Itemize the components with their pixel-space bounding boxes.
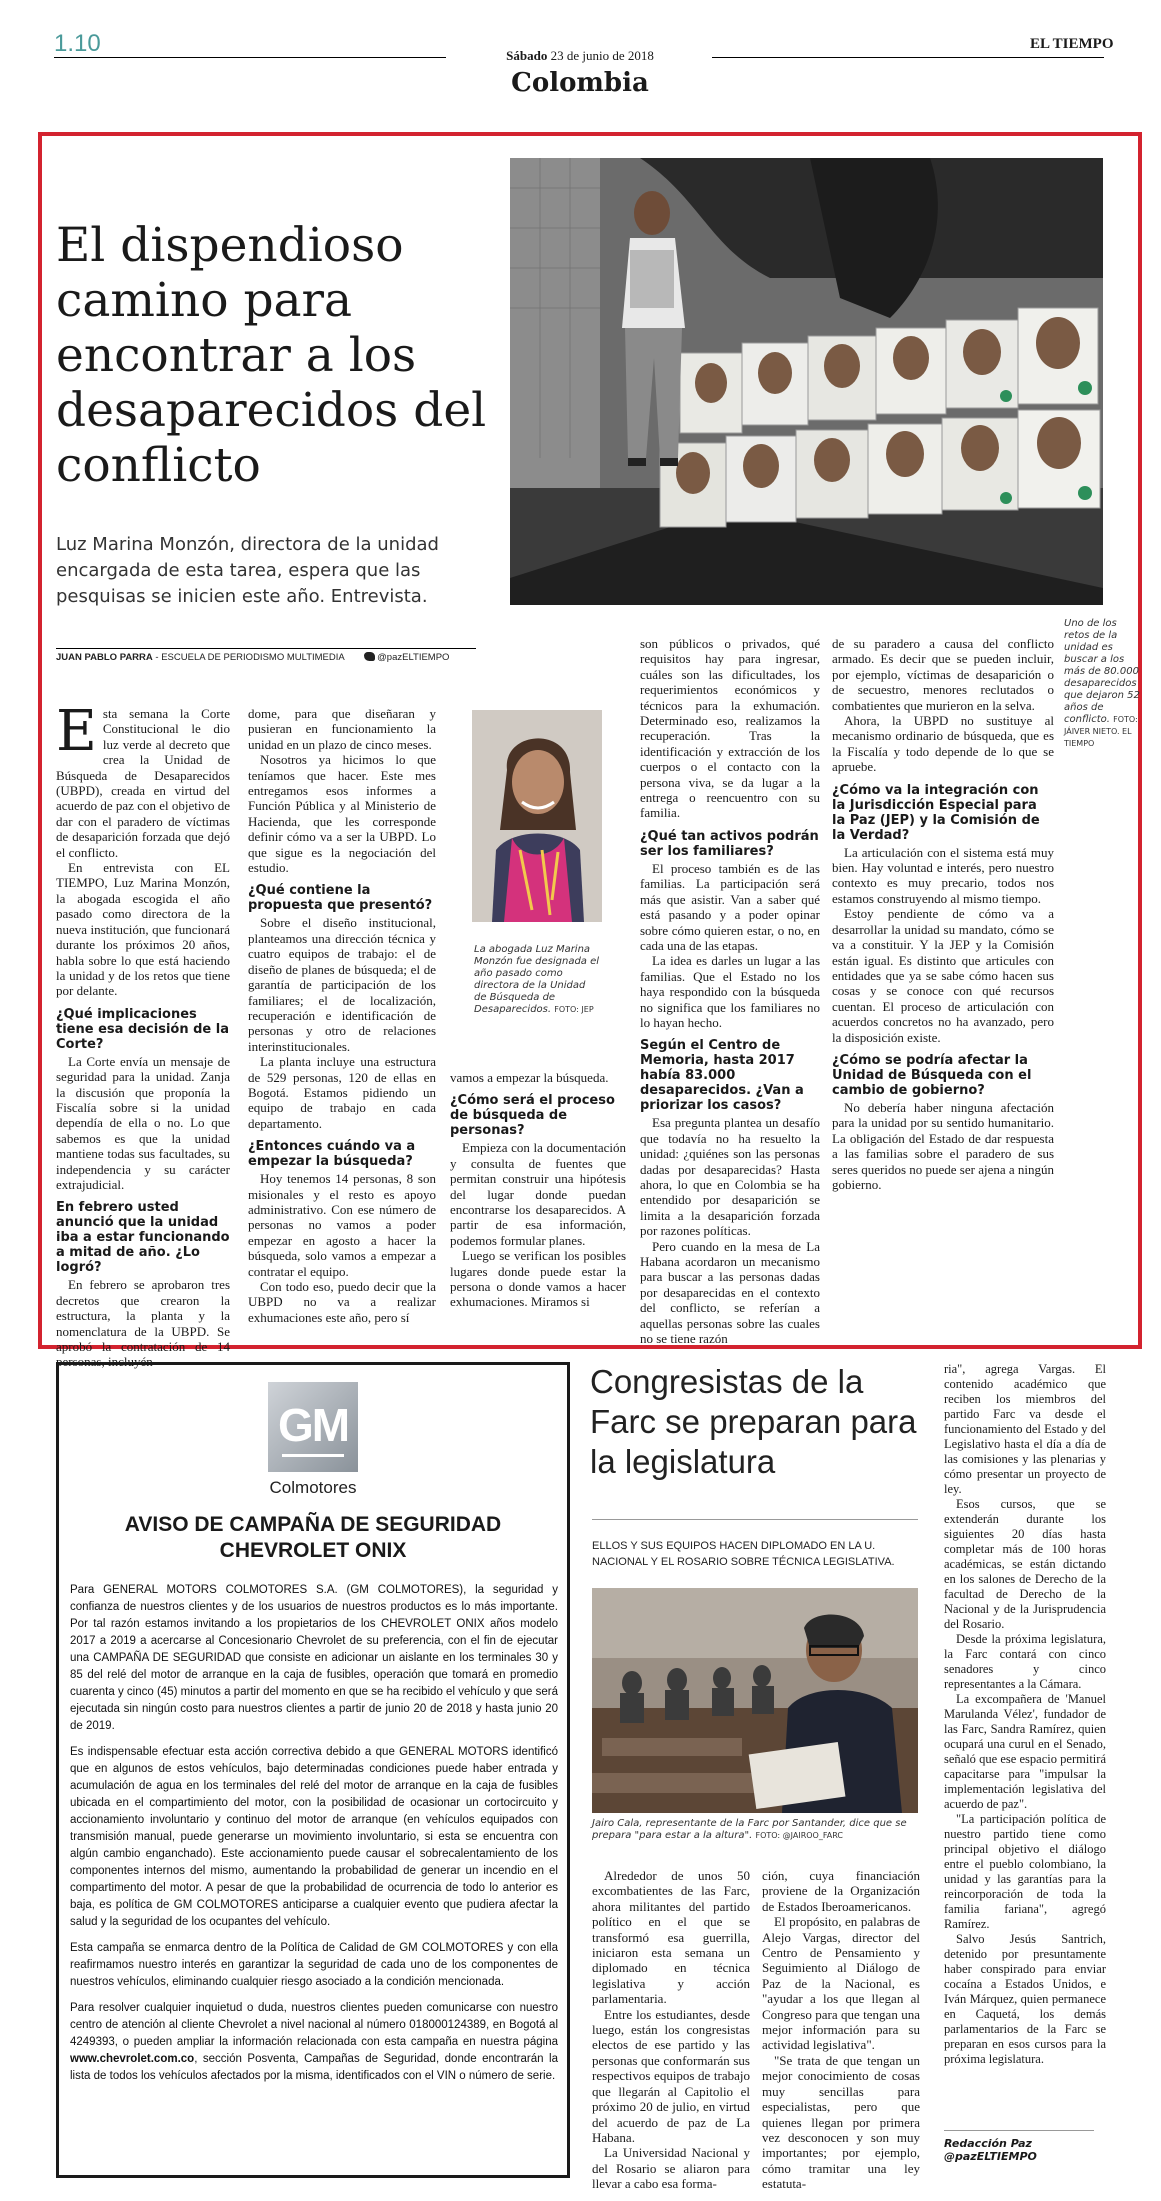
main-column-5 [832, 636, 1054, 1192]
second-photo-caption [592, 1818, 932, 1842]
byline-affiliation: - ESCUELA DE PERIODISMO MULTIMEDIA [152, 652, 345, 663]
main-paragraph: La Corte envía un mensaje de seguridad para la unidad. Zanja la discusión que proponía la Fiscalía sobre si la unidad dependía de ella o no. Lo que sabemos es que la unidad mantiene todas sus facultades, su independencia y su carácter extrajudicial. [56, 1053, 230, 1192]
ad-paragraph: Esta campaña se enmarca dentro de la Política de Calidad de GM COLMOTORES y con ella reafirmamos nuestro interés en garantizar la seguridad de cada uno de los componentes de nuestros vehículos, eliminando cualquier riesgo asociado a la condición mencionada. [70, 1942, 558, 1988]
main-paragraph: El proceso también es de las familias. La participación será más que asistir. Van a saber qué está pasando y a poder opinar sobre cómo quieren estar, o no, en cada una de las etapas. [640, 860, 820, 953]
second-photo-caption-text: Jairo Cala, representante de la Farc por Santander, dice que se prepara "para estar a la altura". [592, 1818, 907, 1841]
ad-contact-text: Para resolver cualquier inquietud o duda, nuestros clientes pueden comunicarse con nuestro centro de atención al cliente Chevrolet a nivel nacional al número 018000124389, en Bogotá al 4249393, o pueden ampliar la información relacionada con esta campaña en nuestra página [70, 2002, 558, 2048]
main-paragraph: vamos a empezar la búsqueda. [450, 1070, 609, 1085]
second-column-3 [944, 1362, 1106, 2067]
second-column-1 [592, 1868, 750, 2192]
interview-question: Según el Centro de Memoria, hasta 2017 había 83.000 desaparecidos. ¿Van a priorizar los casos? [640, 1038, 804, 1114]
signature-desk: Redacción Paz [944, 2137, 1032, 2150]
issue-date-day: Sábado [506, 48, 548, 63]
main-paragraph: No debería haber ninguna afectación para la unidad por su sentido humanitario. La obligación del Estado de dar respuesta a las familias sobre el paradero de sus seres queridos no puede ser ajena a ningún gobierno. [832, 1099, 1055, 1192]
interview-question: ¿Qué contiene la propuesta que presentó? [248, 883, 433, 914]
main-paragraph: de su paradero a causa del conflicto armado. Es decir que se pueden incluir, por ejemplo, víctimas de desaparición o de secuestro, menores reclutados o combatientes que murieron en la selva. [832, 636, 1054, 713]
second-column-2 [762, 1868, 920, 2192]
signature-handle[interactable]: @pazELTIEMPO [944, 2150, 1037, 2163]
main-column-2 [248, 706, 436, 1325]
interview-question: ¿Cómo será el proceso de búsqueda de personas? [450, 1093, 615, 1139]
main-paragraph: La articulación con el sistema está muy bien. Hay voluntad e interés, pero nuestro contexto es muy precario, todos nos estamos construyendo al mismo tiempo. [832, 844, 1054, 906]
second-paragraph: Desde la próxima legislatura, la Farc contará con cinco senadores y cinco representantes a la Cámara. [944, 1632, 1106, 1691]
main-paragraph: La planta incluye una estructura de 529 personas, 120 de ellas en Bogotá. Estamos pidiendo un equipo de trabajo en cada departamento. [248, 1054, 436, 1131]
ad-brand: Colmotores [269, 1478, 357, 1497]
second-deck: ELLOS Y SUS EQUIPOS HACEN DIPLOMADO EN LA U. NACIONAL Y EL ROSARIO SOBRE TÉCNICA LEGISLATIVA. [592, 1540, 895, 1568]
second-paragraph: Salvo Jesús Santrich, detenido por presuntamente haber conspirado para enviar cocaína a Estados Unidos, e Iván Márquez, quien permanece en Caquetá, los demás parlamentarios de la Farc se preparan en esos cursos para la próxima legislatura. [944, 1932, 1106, 2066]
main-photo [510, 158, 1103, 605]
main-column-3 [450, 1070, 626, 1310]
page-number: 1.10 [54, 30, 101, 57]
second-paragraph: Entre los estudiantes, desde luego, están los congresistas electos de ese partido y las personas que conformarán sus respectivos equipos de trabajo que llegarán al Capitolio el próximo 20 de julio, en virtud del acuerdo de paz de La Habana. [592, 2006, 750, 2145]
main-paragraph: dome, para que diseñaran y pusieran en funcionamiento la unidad en un plazo de cinco meses. [248, 706, 436, 752]
interview-question: ¿Qué tan activos podrán ser los familiares? [640, 828, 819, 859]
ad-body [70, 1582, 558, 2094]
ad-paragraph: Para GENERAL MOTORS COLMOTORES S.A. (GM COLMOTORES), la seguridad y confianza de nuestros clientes y de los usuarios de nuestros productos es lo más importante. Por tal razón estamos invitando a los propietarios de los CHEVROLET ONIX años modelo 2017 a 2019 a acercarse al Concesionario Chevrolet de su preferencia, con el fin de ejecutar una CAMPAÑA DE SEGURIDAD que consiste en adicionar un aislante en los terminales 30 y 85 del relé del motor de arranque en la caja de fusibles, operación que tomará en promedio cuarenta y cinco (45) minutos a partir del momento en que se ha recibido el vehículo y que será ejecutada sin ningún costo para nuestros clientes a partir de junio 20 de 2018 y hasta junio 20 de 2019. [70, 1584, 558, 1732]
main-photo-illustration [510, 158, 1103, 605]
interview-question: ¿Qué implicaciones tiene esa decisión de la Corte? [56, 1006, 230, 1052]
issue-date [460, 48, 700, 64]
main-photo-caption-text: Uno de los retos de la unidad es buscar a los más de 80.000 desaparecidos que dejaron 52 años de conflicto. [1064, 618, 1140, 725]
main-paragraph: Luego se verifican los posibles lugares donde puede estar la persona o donde vamos a hacer exhumaciones. Miramos si [450, 1248, 626, 1310]
ad-contact-text-end: , sección Posventa, Campañas de Seguridad, donde encontrarán la lista de todos los vehículos afectados por la misma, identificados con el VIN o número de serie. [70, 2053, 558, 2082]
inset-photo-credit: FOTO: JEP [554, 1005, 594, 1014]
main-paragraph: Empieza con la documentación y consulta de fuentes que permitan construir una hipótesis del lugar donde puedan encontrarse los desaparecidos. A partir de esa información, podemos formular planes. [450, 1140, 626, 1248]
interview-question: En febrero usted anunció que la unidad iba a estar funcionando a mitad de año. ¿Lo logró? [56, 1200, 230, 1276]
main-paragraph: Nosotros ya hicimos lo que teníamos que hacer. Este mes entregamos esos informes a Función Pública y al Ministerio de Hacienda, que les corresponde definir cómo va a ser la UBPD. Lo que sigue es la negociación del estudio. [248, 752, 436, 876]
main-paragraph: En entrevista con EL TIEMPO, Luz Marina Monzón, la abogada escogida el año pasado como directora de la nueva institución, que funcionará durante los próximos 20 años, habla sobre lo que está haciendo la unidad y de los retos que tiene por delante. [56, 860, 230, 999]
main-paragraph: Estoy pendiente de cómo va a desarrollar la unidad su mandato, cómo se va a constituir. Y la JEP y la Comisión están igual. Es distinto que articules con entidades que ya se sabe cómo hacen sus cosas y se conoce con qué recursos cuentan. El proceso de articulación con acuerdos concretos no ha avanzado, pero la disposición existe. [832, 906, 1054, 1045]
issue-date-rest: 23 de junio de 2018 [550, 48, 654, 63]
main-deck: Luz Marina Monzón, directora de la unidad encargada de esta tarea, espera que las pesquisas se inicien este año. Entrevista. [56, 534, 439, 607]
main-paragraph: Pero cuando en la mesa de La Habana acordaron un mecanismo para buscar a las personas dadas por desaparecidas en el contexto del conflicto, se referían a aquellas personas sobre las cuales no se tiene razón [640, 1238, 820, 1347]
inset-photo-caption-text: La abogada Luz Marina Monzón fue designada el año pasado como directora de la Unidad de Búsqueda de Desaparecidos. [474, 944, 600, 1015]
ad-title: AVISO DE CAMPAÑA DE SEGURIDAD CHEVROLET ONIX [124, 1513, 502, 1562]
second-paragraph: Esos cursos, que se extenderán durante los siguientes 20 días hasta completar más de 100 horas académicas, se están dictando en los salones de Derecho de la facultad de Derecho de la Nacional y de la Jurisprudencia del Rosario. [944, 1497, 1106, 1631]
byline-rule [56, 648, 476, 649]
main-photo-caption [1064, 618, 1142, 750]
byline [56, 652, 486, 663]
ad-paragraph: Es indispensable efectuar esta acción correctiva debido a que GENERAL MOTORS identificó que en algunos de estos vehículos, bajo determinadas condiciones puede haber entrada y acumulación de agua en los terminales del relé del motor de arranque en la caja de fusibles ubicada en el compartimiento del motor, con la posibilidad de ocasionar un cortocircuito y accionamiento involuntario y continuo del motor de arranque (en vehículos equipados con transmisión manual, puede generarse un movimiento involuntario, si esta se encuentra con algún cambio enganchado). Este accionamiento puede causar el sobrecalentamiento de los componentes internos del mismo, aumentando la probabilidad de generar un incendio en el compartimento del motor. A pesar de que la probabilidad de ocurrencia de todo lo anterior es baja, es política de GM COLMOTORES anticiparse a cualquier evento que pudiera afectar la salud y la seguridad de los ocupantes del vehículo. [70, 1746, 558, 1928]
second-photo-illustration [592, 1588, 918, 1813]
main-paragraph: Esa pregunta plantea un desafío que todavía no ha resuelto la unidad: ¿quiénes son las personas dadas por desaparecidas? Hasta ahora, lo que en Colombia se ha entendido por desaparición se limita a la desaparición forzada por razones políticas. [640, 1115, 820, 1239]
main-paragraph: Con todo eso, puedo decir que la UBPD no va a realizar exhumaciones este año, pero sí [248, 1279, 436, 1325]
second-paragraph: El propósito, en palabras de Alejo Vargas, director del Centro de Pensamiento y Seguimiento al Diálogo de Paz de la Nacional, es "ayudar a los que llegan al Congreso para que tengan una mejor información para su actividad legislativa". [762, 1914, 920, 2053]
twitter-icon [364, 652, 375, 661]
twitter-handle[interactable]: @pazELTIEMPO [377, 652, 450, 663]
second-paragraph: La Universidad Nacional y del Rosario se aliaron para llevar a cabo esa forma- [592, 2145, 750, 2192]
second-paragraph: ción, cuya financiación proviene de la Organización de Estados Iberoamericanos. [762, 1868, 920, 1914]
main-paragraph: Ahora, la UBPD no sustituye al mecanismo ordinario de búsqueda, que es la Fiscalía y todo depende de lo que se apruebe. [832, 713, 1054, 775]
interview-question: ¿Cómo va la integración con la Jurisdicción Especial para la Paz (JEP) y la Comisión de la Verdad? [832, 782, 1040, 843]
inset-photo [472, 710, 602, 922]
ad-website-link[interactable]: www.chevrolet.com.co [70, 2053, 195, 2065]
main-column-4 [640, 636, 820, 1346]
main-paragraph: son públicos o privados, qué requisitos hay para ingresar, cuáles son las dificultades, los requerimientos económicos y técnicos para la exhumación. Determinado eso, realizamos la recuperación. Tras la identificación y extracción de los cuerpos o el contacto con la persona viva, se da lugar a la entrega o reencuentro con su familia. [640, 636, 820, 821]
main-paragraph: En febrero se aprobaron tres decretos que crearon la estructura, la planta y la nomenclatura de la UBPD. Se aprobó la contratación de 14 personas, incluyén- [56, 1277, 230, 1370]
second-headline: Congresistas de la Farc se preparan para la legislatura [590, 1363, 917, 1480]
second-photo [592, 1588, 918, 1813]
header-rule-left [54, 57, 446, 58]
newspaper-brand: EL TIEMPO [1030, 36, 1114, 52]
main-column-1 [56, 699, 230, 1370]
gm-logo-underline [282, 1454, 344, 1457]
second-paragraph: La excompañera de 'Manuel Marulanda Vélez', fundador de las Farc, Sandra Ramírez, quien ocupará una curul en el Senado, señaló que ese espacio permitirá capacitarse para "impulsar la implementación legislativa del acuerdo de paz". [944, 1692, 1106, 1811]
second-signature [944, 2130, 1094, 2163]
main-paragraph: sta semana la Corte Constitucional le dio luz verde al decreto que crea la Unidad de Búsqueda de Desaparecidos (UBPD), creada en virtud del acuerdo de paz con el objetivo de dar con el paradero de víctimas de desaparición forzada que dejó el conflicto. [56, 706, 230, 860]
gm-logo-text: GM [277, 1399, 349, 1451]
second-paragraph: "Se trata de que tengan un mejor conocimiento de cosas muy sencillas para especialistas, pero que quienes llegan por primera vez desconocen y son muy importantes; por ejemplo, cómo tramitar una ley estatuta- [762, 2052, 920, 2192]
second-paragraph: ria", agrega Vargas. El contenido académico que reciben los miembros del partido Farc va desde el funcionamiento del Estado y del Legislativo hasta el día a día de las comisiones y las plenarias y cómo presentar un proyecto de ley. [944, 1362, 1106, 1496]
main-paragraph: Hoy tenemos 14 personas, 8 son misionales y el resto es apoyo administrativo. Con ese número de personas no vamos a poder empezar en agosto a hacer la búsqueda, solo vamos a empezar a contratar el equipo. [248, 1171, 436, 1279]
second-photo-credit: FOTO: @JAIROO_FARC [755, 1831, 843, 1840]
inset-photo-caption [474, 944, 600, 1016]
ad-paragraph [70, 2000, 558, 2085]
main-paragraph: Sobre el diseño institucional, planteamos una dirección técnica y cuatro equipos de trabajo: el de diseño de planes de búsqueda; el de garantía de participación de los familiares; el de localización, recuperación e identificación de personas y otro de relaciones interinstitucionales. [248, 915, 436, 1054]
second-paragraph: "La participación política de nuestro partido tiene como principal objetivo el diálogo entre el pueblo colombiano, la unidad y las garantías para la reincorporación de toda la familia fariana", agregó Ramírez. [944, 1812, 1106, 1931]
interview-question: ¿Cómo se podría afectar la Unidad de Búsqueda con el cambio de gobierno? [832, 1052, 1032, 1098]
second-deck-rule [592, 1519, 918, 1520]
main-photo-credit: FOTO: JÁIVER NIETO. EL TIEMPO [1064, 715, 1138, 748]
byline-author: JUAN PABLO PARRA [56, 652, 153, 663]
interview-question: ¿Entonces cuándo va a empezar la búsqueda? [248, 1139, 416, 1170]
dropcap: E [56, 699, 97, 764]
main-paragraph: La idea es darles un lugar a las familias. Que el Estado no los haya respondido con la búsqueda no significa que los familiares no lo hayan hecho. [640, 953, 820, 1030]
inset-photo-illustration [472, 710, 602, 922]
main-headline: El dispendioso camino para encontrar a los desaparecidos del conflicto [56, 218, 487, 493]
second-paragraph: Alrededor de unos 50 excombatientes de las Farc, ahora militantes del partido político en el que se transformó esa guerrilla, iniciaron esta semana un diplomado en técnica legislativa y acción parlamentaria. [592, 1868, 750, 2007]
header-rule-right [712, 57, 1104, 58]
section-title: Colombia [511, 68, 649, 98]
